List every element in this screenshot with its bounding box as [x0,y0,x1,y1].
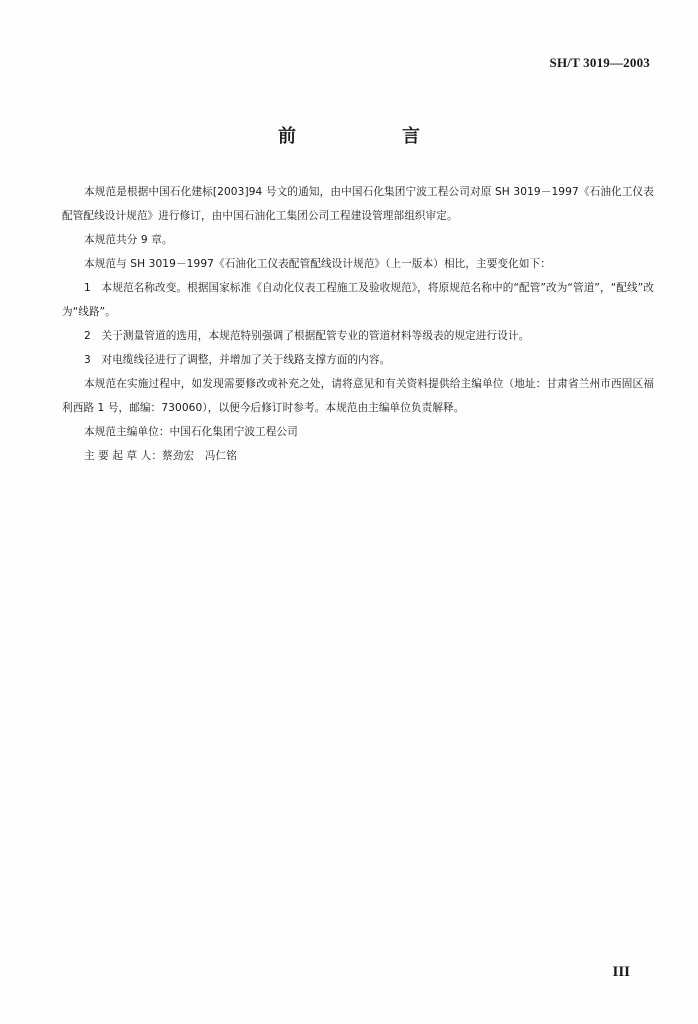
paragraph-revision-notice: 本规范是根据中国石化建标[2003]94 号文的通知，由中国石化集团宁波工程公司对原 SH 3019－1997《石油化工仪表配管配线设计规范》进行修订，由中国石油化工集团公司工程建设管理部组织审定。 [62,186,654,222]
paragraph-change-1: 1 本规范名称改变。根据国家标准《自动化仪表工程施工及验收规范》，将原规范名称中的“配管”改为“管道”，“配线”改为“线路”。 [62,282,654,318]
editor-unit: 本规范主编单位：中国石化集团宁波工程公司 [84,426,298,438]
paragraph-changes-intro: 本规范与 SH 3019－1997《石油化工仪表配管配线设计规范》（上一版本）相比，主要变化如下： [84,258,551,270]
page-title: 前 言 [278,126,464,147]
paragraph-chapter-count: 本规范共分 9 章。 [84,234,173,246]
standard-number: SH/T 3019—2003 [549,55,650,70]
paragraph-change-3: 3 对电缆线径进行了调整，并增加了关于线路支撑方面的内容。 [84,354,391,366]
drafters: 主 要 起 草 人：蔡劲宏 冯仁铭 [84,450,237,462]
paragraph-change-2: 2 关于测量管道的选用，本规范特别强调了根据配管专业的管道材料等级表的规定进行设计。 [84,330,530,342]
paragraph-feedback: 本规范在实施过程中，如发现需要修改或补充之处，请将意见和有关资料提供给主编单位（地址：甘肃省兰州市西固区福利西路 1 号，邮编：730060），以便今后修订时参考。本规范由主编单位负责解释。 [62,378,654,414]
page-number: III [612,964,630,980]
document-body [62,180,654,468]
